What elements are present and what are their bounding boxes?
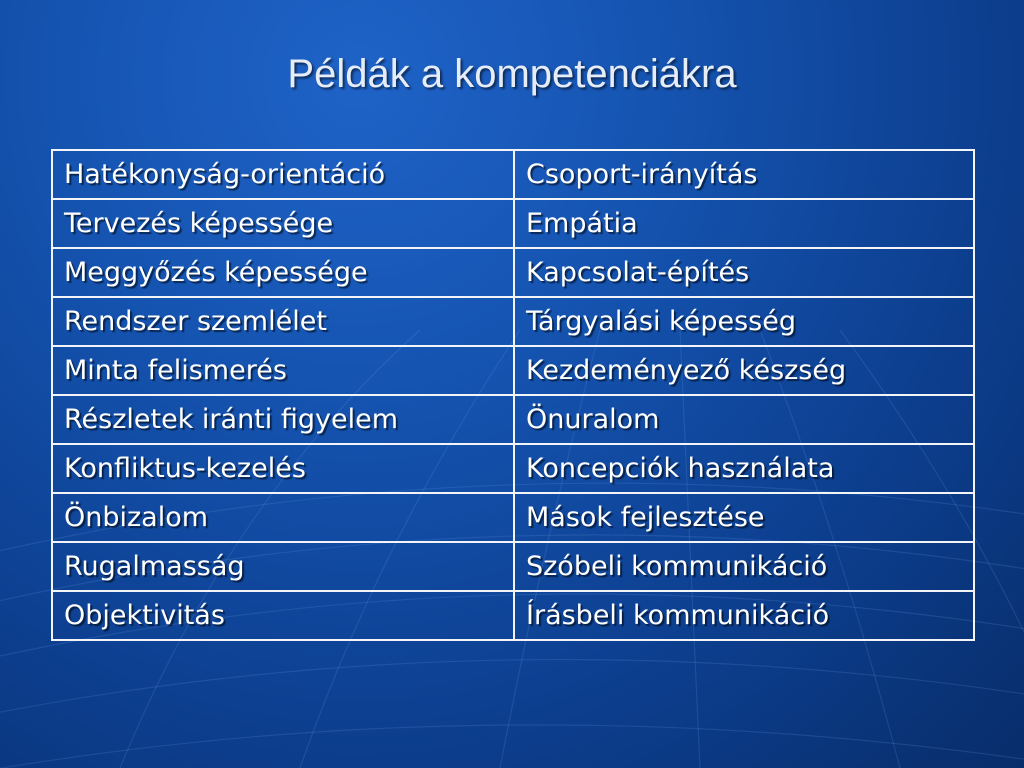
competency-cell-right: Csoport-irányítás [514, 150, 974, 199]
competency-cell-left: Konfliktus-kezelés [52, 444, 514, 493]
competency-cell-left: Tervezés képessége [52, 199, 514, 248]
competency-cell-left: Meggyőzés képessége [52, 248, 514, 297]
table-row [52, 150, 974, 199]
table-row [52, 346, 974, 395]
slide-title: Példák a kompetenciákra [287, 52, 737, 96]
competency-cell-right: Kapcsolat-építés [514, 248, 974, 297]
competency-cell-right: Tárgyalási képesség [514, 297, 974, 346]
competency-cell-right: Írásbeli kommunikáció [514, 591, 974, 640]
competency-cell-right: Empátia [514, 199, 974, 248]
competency-table-body [52, 150, 974, 640]
competency-cell-left: Önbizalom [52, 493, 514, 542]
competency-cell-right: Szóbeli kommunikáció [514, 542, 974, 591]
table-row [52, 395, 974, 444]
competency-cell-left: Objektivitás [52, 591, 514, 640]
competency-cell-right: Koncepciók használata [514, 444, 974, 493]
table-row [52, 444, 974, 493]
competency-cell-left: Rugalmasság [52, 542, 514, 591]
table-row [52, 248, 974, 297]
competency-cell-left: Hatékonyság-orientáció [52, 150, 514, 199]
table-row [52, 591, 974, 640]
table-row [52, 199, 974, 248]
competency-cell-right: Kezdeményező készség [514, 346, 974, 395]
table-row [52, 297, 974, 346]
competency-cell-right: Önuralom [514, 395, 974, 444]
table-row [52, 542, 974, 591]
competency-table [51, 149, 975, 641]
competency-cell-left: Rendszer szemlélet [52, 297, 514, 346]
competency-cell-left: Részletek iránti figyelem [52, 395, 514, 444]
table-row [52, 493, 974, 542]
competency-cell-right: Mások fejlesztése [514, 493, 974, 542]
competency-cell-left: Minta felismerés [52, 346, 514, 395]
